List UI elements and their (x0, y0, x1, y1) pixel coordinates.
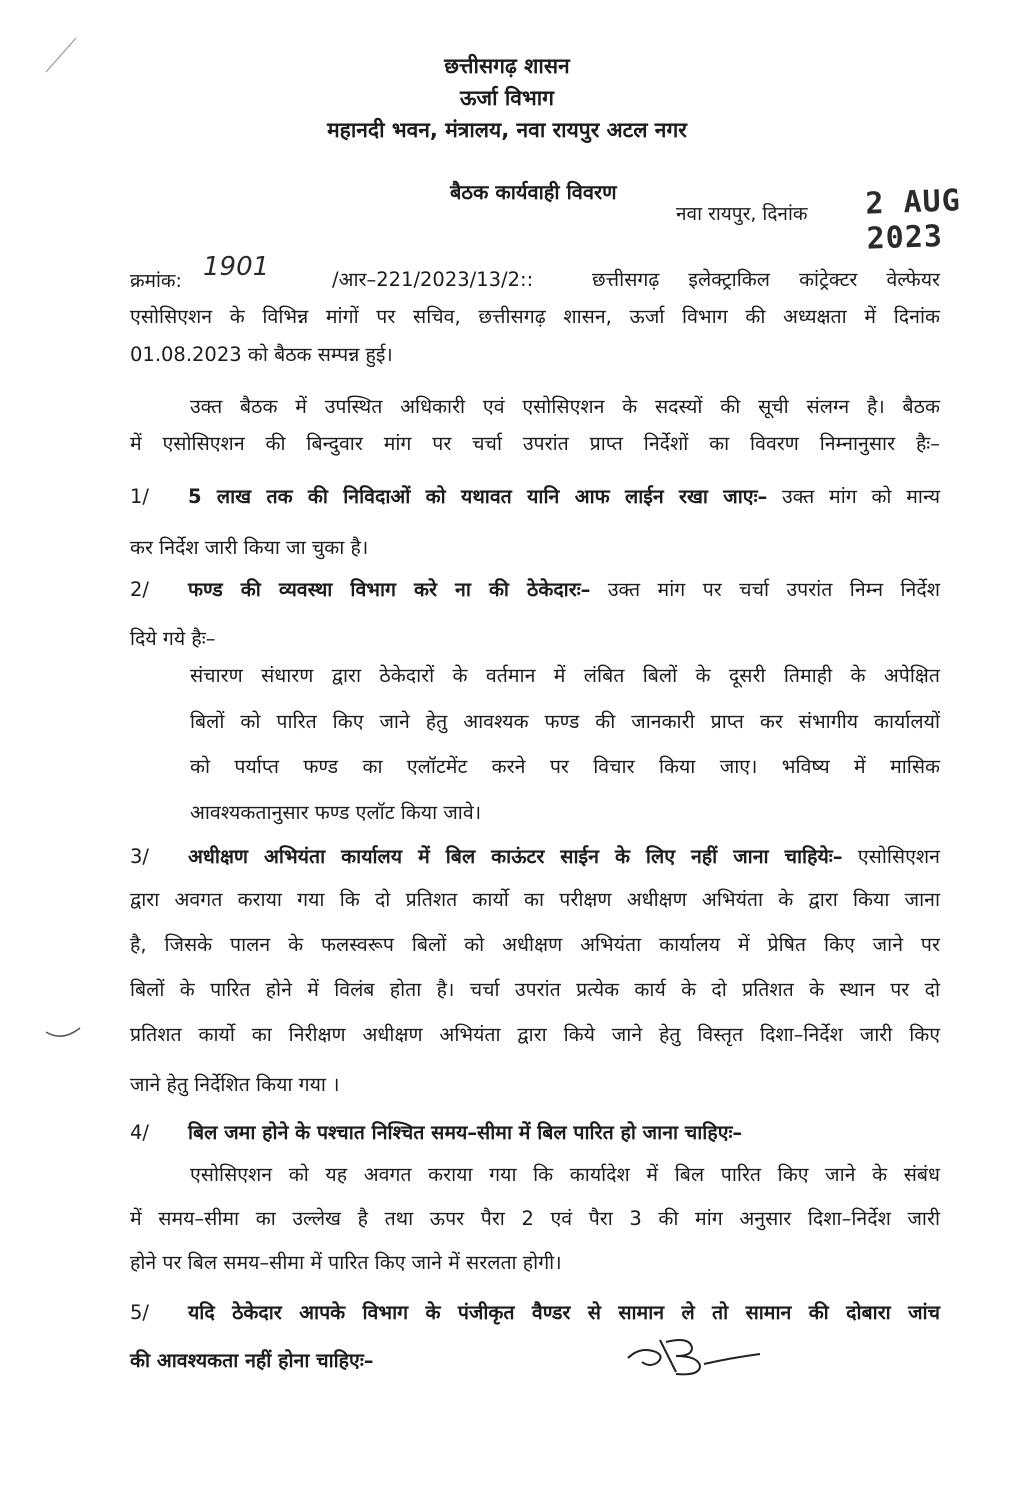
office-address: महानदी भवन, मंत्रालय, नवा रायपुर अटल नगर (327, 118, 687, 142)
ref-number-handwritten: 1901 (203, 252, 270, 282)
document-title: बैठक कार्यवाही विवरण (450, 180, 617, 204)
point-heading-line (130, 482, 940, 509)
para-line: उक्त बैठक में उपस्थित अधिकारी एवं एसोसिएशन के सदस्यों की सूची संलग्न है। बैठक (190, 395, 940, 418)
point-line: संचारण संधारण द्वारा ठेकेदारों के वर्तमान में लंबित बिलों के दूसरी तिमाही के अपेक्षित (190, 664, 940, 687)
point-line: जाने हेतु निर्देशित किया गया । (130, 1073, 340, 1096)
point-line: होने पर बिल समय–सीमा में पारित किए जाने में सरलता होगी। (130, 1251, 562, 1274)
point-line: में समय–सीमा का उल्लेख है तथा ऊपर पैरा 2 एवं पैरा 3 की मांग अनुसार दिशा–निर्देश जारी (130, 1207, 940, 1230)
handwritten-signature (620, 1328, 770, 1388)
point-line: प्रतिशत कार्यो का निरीक्षण अधीक्षण अभियंता द्वारा किये जाने हेतु विस्तृत दिशा–निर्देश जारी किए (130, 1023, 940, 1046)
point-number: 1/ (130, 485, 149, 508)
point-heading-rest: उक्त मांग पर चर्चा उपरांत निम्न निर्देश (590, 578, 940, 601)
point-heading: यदि ठेकेदार आपके विभाग के पंजीकृत वैण्डर से सामान ले तो सामान की दोबारा जांच (188, 1301, 940, 1324)
point-number: 5/ (130, 1301, 149, 1324)
intro-line: छत्तीसगढ़ इलेक्ट्राकिल कांट्रेक्टर वेल्फेयर (592, 268, 940, 291)
point-heading: फण्ड की व्यवस्था विभाग करे ना की ठेकेदारः– (188, 578, 591, 601)
point-heading: 5 लाख तक की निविदाओं को यथावत यानि आफ लाईन रखा जाएः– (188, 485, 768, 508)
point-heading-line (130, 842, 940, 869)
date-stamp: 2 AUG 2023 (864, 183, 962, 257)
government-name: छत्तीसगढ़ शासन (444, 54, 570, 78)
point-heading-line (130, 575, 940, 602)
point-heading-line (130, 1118, 940, 1145)
point-heading-rest: एसोसिएशन (842, 845, 940, 868)
point-line: कर निर्देश जारी किया जा चुका है। (130, 536, 369, 559)
intro-line: एसोसिएशन के विभिन्न मांगों पर सचिव, छत्तीसगढ़ शासन, ऊर्जा विभाग की अध्यक्षता में दिनांक (130, 305, 940, 328)
para-line: में एसोसिएशन की बिन्दुवार मांग पर चर्चा उपरांत प्राप्त निर्देशों का विवरण निम्नानुसार हैः– (130, 432, 940, 455)
ref-code: /आर–221/2023/13/2:: (332, 268, 534, 291)
point-line: एसोसिएशन को यह अवगत कराया गया कि कार्यादेश में बिल पारित किए जाने के संबंध (190, 1163, 940, 1186)
point-number: 3/ (130, 845, 149, 868)
point-heading-line (130, 1298, 940, 1325)
point-heading: बिल जमा होने के पश्चात निश्चित समय–सीमा में बिल पारित हो जाना चाहिएः– (188, 1121, 743, 1144)
point-heading-rest: उक्त मांग को मान्य (767, 485, 941, 508)
intro-line: 01.08.2023 को बैठक सम्पन्न हुई। (130, 343, 393, 366)
department-name: ऊर्जा विभाग (460, 86, 554, 110)
margin-tick-mark (44, 1022, 84, 1046)
point-line: दिये गये हैः– (130, 627, 216, 650)
point-heading: अधीक्षण अभियंता कार्यालय में बिल काऊंटर साईन के लिए नहीं जाना चाहियेः– (188, 845, 843, 868)
point-line: बिलों के पारित होने में विलंब होता है। चर्चा उपरांत प्रत्येक कार्य के दो प्रतिशत के स्थान पर दो (130, 978, 940, 1001)
point-line: बिलों को पारित किए जाने हेतु आवश्यक फण्ड की जानकारी प्राप्त कर संभागीय कार्यालयों (190, 710, 940, 733)
point-number: 4/ (130, 1121, 149, 1144)
point-line: को पर्याप्त फण्ड का एलॉटमेंट करने पर विचार किया जाए। भविष्य में मासिक (190, 755, 940, 778)
point-line: द्वारा अवगत कराया गया कि दो प्रतिशत कार्यो का परीक्षण अधीक्षण अभियंता के द्वारा किया जाना (130, 888, 940, 911)
point-number: 2/ (130, 578, 149, 601)
point-line: आवश्यकतानुसार फण्ड एलॉट किया जावे। (190, 801, 482, 824)
place-date-label: नवा रायपुर, दिनांक (676, 203, 808, 225)
point-line: है, जिसके पालन के फलस्वरूप बिलों को अधीक्षण अभियंता कार्यालय में प्रेषित किए जाने पर (130, 933, 940, 956)
point-line: की आवश्यकता नहीं होना चाहिएः– (130, 1349, 374, 1372)
ref-label: क्रमांक: (130, 270, 182, 292)
